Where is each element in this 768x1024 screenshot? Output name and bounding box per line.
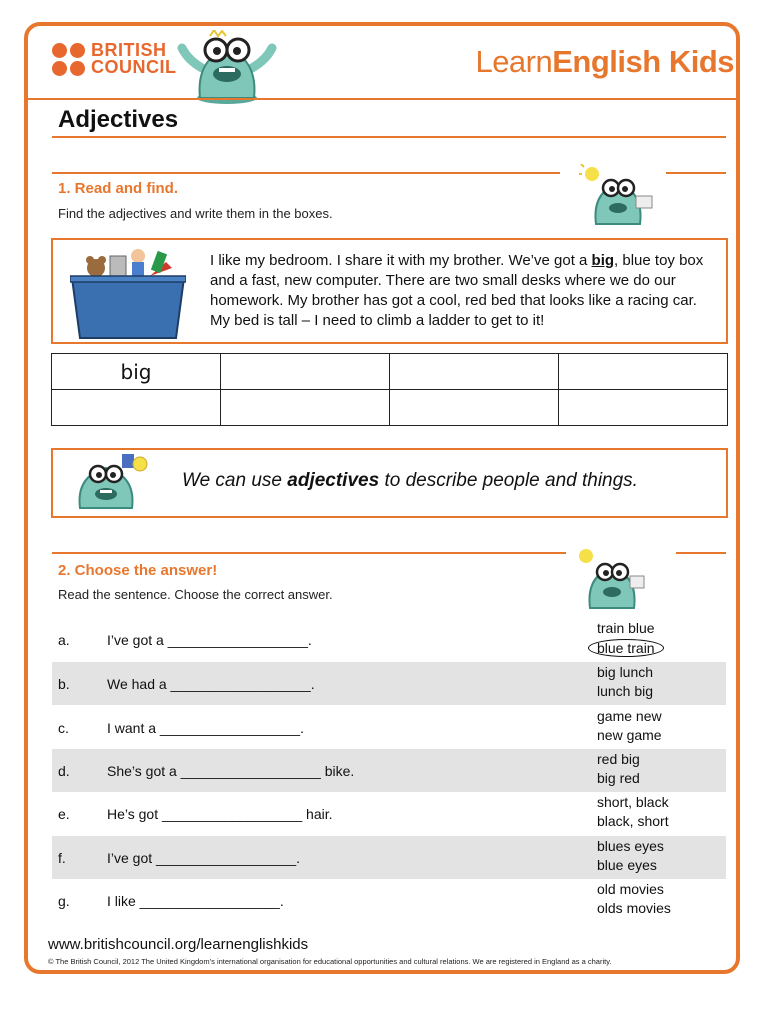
question-sentence: I want a __________________.: [107, 720, 304, 736]
question-row: [52, 706, 726, 749]
question-letter: a.: [58, 632, 70, 648]
website-link[interactable]: www.britishcouncil.org/learnenglishkids: [48, 936, 309, 953]
answer-grid-row: [52, 390, 728, 426]
question-row: [52, 618, 726, 661]
question-row: [52, 662, 726, 705]
question-letter: f.: [58, 850, 66, 866]
answer-cell[interactable]: [390, 390, 559, 426]
copyright-notice: © The British Council, 2012 The United Kingdom’s international organisation for educational opportunities and cultural relations. We are registered in England as a charity.: [48, 957, 612, 966]
section2-divider-right: [676, 552, 726, 554]
answer-grid-row: [52, 354, 728, 390]
learnenglish-kids-logo[interactable]: [475, 44, 734, 80]
answer-option[interactable]: blue eyes: [597, 857, 657, 873]
question-sentence: I like __________________.: [107, 893, 284, 909]
answer-grid: [51, 353, 728, 426]
section1-divider: [52, 172, 560, 174]
question-letter: b.: [58, 676, 70, 692]
logo-line-1: BRITISH: [91, 40, 167, 60]
answer-option-selected[interactable]: blue train: [588, 639, 664, 657]
title-underline: [52, 136, 726, 138]
mascot-header-icon: [172, 30, 282, 106]
answer-option[interactable]: new game: [597, 727, 662, 743]
answer-option[interactable]: blues eyes: [597, 838, 664, 854]
answer-cell[interactable]: [221, 390, 390, 426]
tip-text-1: We can use: [182, 470, 288, 491]
answer-cell[interactable]: [221, 354, 390, 390]
tip-keyword: adjectives: [287, 470, 380, 491]
logo-english-kids: English Kids: [552, 44, 734, 79]
question-row: [52, 879, 726, 922]
passage-text-1: I like my bedroom. I share it with my brother. We’ve got a: [210, 252, 592, 269]
question-sentence: I’ve got a __________________.: [107, 632, 312, 648]
answer-option[interactable]: game new: [597, 708, 662, 724]
section2-instruction: Read the sentence. Choose the correct answer.: [58, 587, 333, 602]
page-title: Adjectives: [58, 106, 179, 133]
logo-line-2: COUNCIL: [91, 57, 177, 77]
section1-divider-right: [666, 172, 726, 174]
question-row: [52, 749, 726, 792]
question-sentence: He’s got __________________ hair.: [107, 806, 333, 822]
tip-text-2: to describe people and things.: [379, 470, 638, 491]
answer-option[interactable]: lunch big: [597, 683, 654, 699]
section2-heading: 2. Choose the answer!: [58, 562, 218, 579]
answer-option[interactable]: train blue: [597, 620, 655, 636]
question-letter: e.: [58, 806, 70, 822]
answer-option[interactable]: black, short: [597, 813, 669, 829]
answer-cell[interactable]: big: [52, 354, 221, 390]
section1-instruction: Find the adjectives and write them in the boxes.: [58, 206, 333, 221]
answer-option[interactable]: big lunch: [597, 664, 654, 680]
question-letter: g.: [58, 893, 70, 909]
section1-heading: 1. Read and find.: [58, 180, 179, 197]
tip-text: [182, 470, 638, 492]
question-sentence: We had a __________________.: [107, 676, 315, 692]
question-row: [52, 836, 726, 879]
header-divider: [28, 98, 736, 100]
mascot-reading-icon: [578, 164, 660, 230]
answer-cell[interactable]: [559, 354, 728, 390]
question-sentence: I’ve got __________________.: [107, 850, 301, 866]
answer-option[interactable]: big red: [597, 770, 640, 786]
answer-option[interactable]: short, black: [597, 794, 669, 810]
question-row: [52, 792, 726, 835]
question-sentence: She’s got a __________________ bike.: [107, 763, 355, 779]
passage-text-2: , blue toy box and a fast, new computer. There are two small desks where we do our homework. My brother has got a cool, red bed that looks like a racing car. My bed is tall – I need to climb a ladder to get to it!: [210, 252, 704, 329]
passage-example-word: big: [591, 252, 615, 269]
logo-dots-icon: [52, 43, 85, 76]
answer-option[interactable]: old movies: [597, 881, 664, 897]
answer-cell[interactable]: [559, 390, 728, 426]
section2-divider: [52, 552, 566, 554]
question-letter: c.: [58, 720, 69, 736]
mascot-choose-icon: [572, 546, 654, 612]
answer-cell[interactable]: [390, 354, 559, 390]
answer-cell[interactable]: [52, 390, 221, 426]
reading-passage: [210, 251, 720, 331]
british-council-logo[interactable]: [52, 42, 177, 76]
mascot-tip-icon: [70, 452, 160, 514]
logo-learn: Learn: [475, 44, 553, 79]
toy-box-icon: [70, 242, 186, 340]
question-letter: d.: [58, 763, 70, 779]
answer-option[interactable]: olds movies: [597, 900, 671, 916]
answer-option[interactable]: red big: [597, 751, 640, 767]
